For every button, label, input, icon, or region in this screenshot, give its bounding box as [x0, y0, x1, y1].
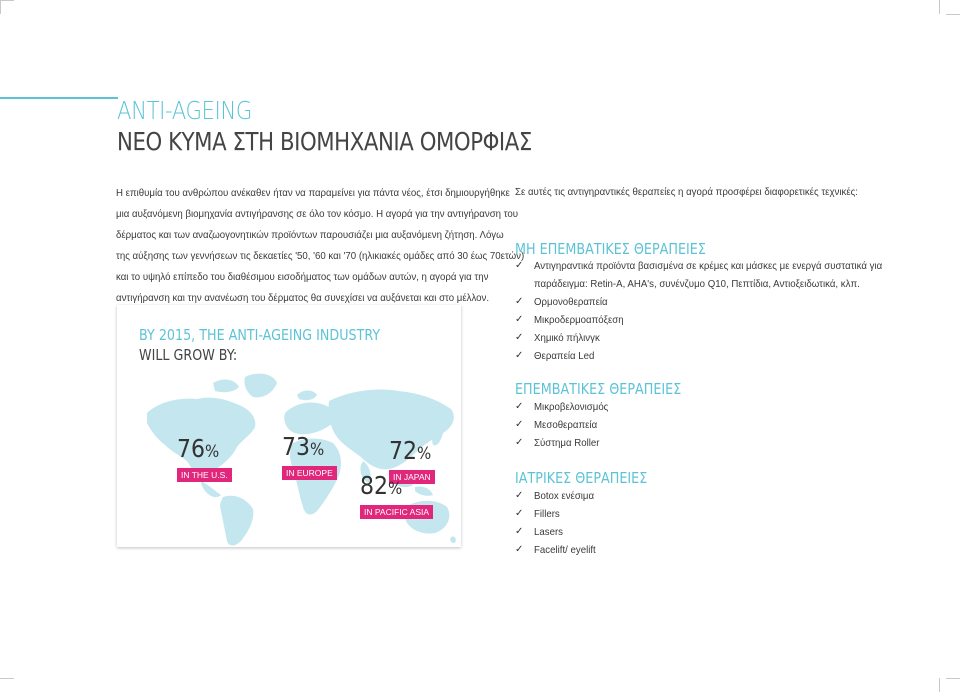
stat-number: 72	[389, 436, 417, 465]
section-title-non-invasive: ΜΗ ΕΠΕΜΒΑΤΙΚΕΣ ΘΕΡΑΠΕΙΕΣ	[515, 240, 706, 258]
stat-value	[360, 473, 424, 502]
list-item-text-continuation: παράδειγμα: Retin-A, AHA's, συνένζυμο Q10, Πεπτίδια, Αντιοξειδωτικά, κλπ.	[534, 278, 860, 290]
checkmark-icon: ✓	[515, 350, 524, 361]
checkmark-icon: ✓	[515, 419, 524, 430]
map-heading-line1: BY 2015, THE ANTI-AGEING INDUSTRY	[139, 326, 381, 344]
medical-list	[515, 487, 601, 559]
intro-line: και το υψηλό επίπεδο του διαθέσιμου εισοδήματος των ομάδων αυτών, η αγορά για την	[116, 271, 489, 283]
list-item-text: Lasers	[534, 526, 563, 538]
list-item-text: Χημικό πήλινγκ	[534, 332, 600, 344]
stat-label: IN PACIFIC ASIA	[360, 505, 433, 519]
crop-mark	[946, 678, 960, 679]
list-item	[515, 257, 912, 293]
list-item	[515, 293, 912, 311]
section-title-medical: ΙΑΤΡΙΚΕΣ ΘΕΡΑΠΕΙΕΣ	[515, 469, 648, 487]
checkmark-icon: ✓	[515, 544, 524, 555]
world-map-panel	[117, 305, 461, 547]
section-title-invasive: ΕΠΕΜΒΑΤΙΚΕΣ ΘΕΡΑΠΕΙΕΣ	[515, 380, 682, 398]
checkmark-icon: ✓	[515, 508, 524, 519]
non-invasive-list	[515, 257, 912, 365]
stat-label: IN JAPAN	[389, 470, 435, 484]
crop-mark	[939, 0, 940, 14]
map-heading-line2: WILL GROW BY:	[139, 346, 238, 364]
list-item-text: Ορμονοθεραπεία	[534, 296, 608, 308]
intro-line: της αύξησης των γεννήσεων τις δεκαετίες '50, '60 και '70 (ηλικιακές ομάδες από 30 έως 70ετών)	[116, 250, 525, 262]
list-item-text: Botox ενέσιμα	[534, 490, 595, 502]
list-item	[515, 487, 601, 505]
list-item	[515, 311, 912, 329]
stat-unit: %	[387, 479, 403, 499]
stat-number: 76	[177, 434, 205, 463]
list-item-text: Μεσοθεραπεία	[534, 419, 598, 431]
crop-mark	[0, 0, 14, 1]
stat-number: 73	[282, 432, 310, 461]
stat-label: IN THE U.S.	[177, 468, 232, 482]
checkmark-icon: ✓	[515, 260, 524, 271]
intro-paragraph	[116, 183, 525, 309]
list-item	[515, 523, 601, 541]
intro-line: μια αυξανόμενη βιομηχανία αντιγήρανσης σε όλο τον κόσμο. Η αγορά για την αντιγήρανση του	[116, 208, 519, 220]
stat-value	[177, 436, 225, 465]
list-item-text: Σύστημα Roller	[534, 437, 600, 449]
list-item-text: Μικροδερμοαπόξεση	[534, 314, 624, 326]
intro-line: Η επιθυμία του ανθρώπου ανέκαθεν ήταν να παραμείνει για πάντα νέος, έτσι δημιουργήθηκε	[116, 187, 510, 199]
stat-us	[177, 436, 232, 483]
checkmark-icon: ✓	[515, 526, 524, 537]
techniques-intro: Σε αυτές τις αντιγηραντικές θεραπείες η αγορά προσφέρει διαφορετικές τεχνικές:	[515, 186, 858, 198]
list-item-text: Fillers	[534, 508, 560, 520]
list-item-text: Αντιγηραντικά προϊόντα βασισμένα σε κρέμες και μάσκες με ενεργά συστατικά για	[534, 260, 883, 272]
list-item	[515, 416, 615, 434]
crop-mark	[939, 678, 940, 692]
checkmark-icon: ✓	[515, 332, 524, 343]
list-item	[515, 347, 912, 365]
crop-mark	[0, 678, 14, 679]
stat-value	[389, 438, 431, 467]
intro-line: αντιγήρανση και την ανανέωση του δέρματος θα συνεχίσει να αυξάνεται και στο μέλλον.	[116, 292, 490, 304]
map-heading	[139, 325, 380, 365]
stat-unit: %	[309, 440, 325, 460]
list-item	[515, 541, 601, 559]
stat-pacific-asia	[360, 473, 433, 520]
list-item-text: Μικροβελονισμός	[534, 401, 609, 413]
list-item	[515, 329, 912, 347]
checkmark-icon: ✓	[515, 401, 524, 412]
checkmark-icon: ✓	[515, 314, 524, 325]
checkmark-icon: ✓	[515, 437, 524, 448]
page-subtitle: ΝΕΟ ΚΥΜΑ ΣΤΗ ΒΙΟΜΗΧΑΝΙΑ ΟΜΟΡΦΙΑΣ	[117, 127, 532, 156]
intro-line: δέρματος και των αναζωογονητικών προϊόντων παρουσιάζει μια αυξανόμενη ζήτηση. Λόγω	[116, 229, 504, 241]
stat-europe	[282, 434, 337, 481]
checkmark-icon: ✓	[515, 490, 524, 501]
list-item	[515, 398, 615, 416]
list-item	[515, 434, 615, 452]
page-title: ANTI-AGEING	[117, 96, 252, 125]
stat-unit: %	[204, 442, 220, 462]
crop-mark	[0, 0, 1, 14]
accent-rule	[0, 97, 118, 99]
list-item-text: Facelift/ eyelift	[534, 544, 596, 556]
invasive-list	[515, 398, 615, 452]
stat-number: 82	[360, 471, 388, 500]
list-item	[515, 505, 601, 523]
crop-mark	[946, 14, 960, 15]
stat-label: IN EUROPE	[282, 466, 337, 480]
stat-unit: %	[416, 444, 432, 464]
list-item-text: Θεραπεία Led	[534, 350, 595, 362]
checkmark-icon: ✓	[515, 296, 524, 307]
stat-value	[282, 434, 330, 463]
